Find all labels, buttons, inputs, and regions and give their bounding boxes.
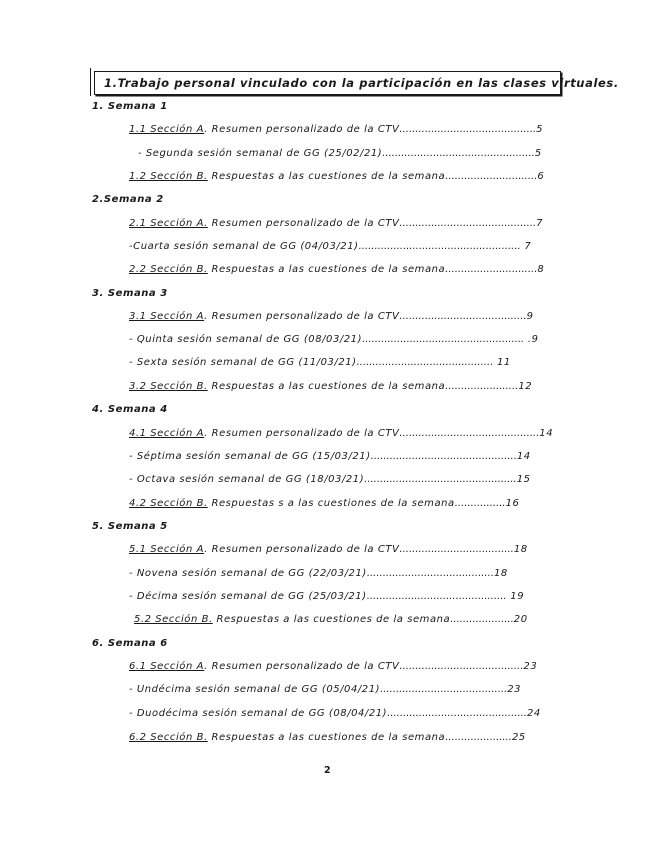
toc-page: 18 — [513, 544, 528, 555]
toc-entry[interactable] — [129, 241, 531, 253]
toc-dots: ........................................... — [356, 357, 494, 368]
section-title: 1.Trabajo personal vinculado con la participación en las clases virtuales. — [104, 76, 619, 90]
toc-dots: ................ — [454, 498, 506, 509]
toc-entry[interactable] — [129, 708, 541, 720]
toc-dots: ................................................... — [362, 334, 525, 345]
toc-dots: ............................................ — [366, 591, 507, 602]
toc-entry[interactable] — [129, 591, 525, 603]
toc-page: 5 — [534, 148, 542, 159]
toc-dots: ..................... — [445, 732, 512, 743]
toc-dots: ............................................ — [399, 428, 540, 439]
toc-link[interactable]: 2.2 Sección B. — [129, 264, 208, 275]
toc-page: 14 — [516, 451, 531, 462]
toc-entry[interactable] — [129, 732, 527, 744]
toc-text: - Segunda sesión semanal de GG (25/02/21) — [138, 148, 383, 159]
toc-dots: ................................................... — [358, 241, 521, 252]
toc-page: 24 — [527, 708, 541, 719]
toc-page: 7 — [536, 218, 544, 229]
toc-dots: ........................................ — [366, 568, 494, 579]
toc-entry[interactable] — [129, 544, 529, 556]
week-heading-6: 6. Semana 6 — [92, 638, 168, 649]
toc-text: Respuestas a las cuestiones de la semana — [207, 171, 446, 182]
toc-text: Respuestas a las cuestiones de la semana — [207, 264, 446, 275]
toc-page: 16 — [505, 498, 520, 509]
toc-text: . Resumen personalizado de la CTV — [204, 124, 400, 135]
toc-link[interactable]: 3.1 Sección A — [129, 311, 205, 322]
toc-text: - Duodécima sesión semanal de GG (08/04/21) — [129, 708, 388, 719]
week-heading-3: 3. Semana 3 — [92, 288, 168, 299]
toc-entry[interactable] — [129, 264, 544, 276]
toc-dots: .................... — [450, 614, 514, 625]
toc-page: 18 — [493, 568, 508, 579]
toc-entry[interactable] — [129, 218, 544, 230]
week-heading-1: 1. Semana 1 — [92, 101, 168, 112]
toc-dots: ........................................... — [399, 124, 537, 135]
toc-page: 14 — [539, 428, 554, 439]
toc-entry[interactable] — [129, 684, 521, 696]
toc-dots: ............................................ — [387, 708, 528, 719]
toc-text: - Quinta sesión semanal de GG (08/03/21) — [129, 334, 363, 345]
toc-text: Respuestas a las cuestiones de la semana — [207, 732, 446, 743]
toc-text: . Resumen personalizado de la CTV — [204, 311, 400, 322]
toc-dots: ........................................ — [399, 311, 527, 322]
toc-page: 25 — [511, 732, 526, 743]
toc-entry[interactable] — [129, 451, 531, 463]
toc-text: Respuestas s a las cuestiones de la semana — [207, 498, 455, 509]
toc-dots: ........................................... — [399, 218, 537, 229]
toc-entry[interactable] — [129, 381, 534, 393]
toc-link[interactable]: 1.1 Sección A — [129, 124, 205, 135]
toc-page: 7 — [520, 241, 531, 252]
toc-text: . Resumen personalizado de la CTV — [204, 661, 400, 672]
toc-dots: ........................................ — [380, 684, 508, 695]
page-number: 2 — [324, 765, 331, 776]
toc-text: . Resumen personalizado de la CTV — [204, 428, 400, 439]
toc-dots: .............................................. — [370, 451, 517, 462]
toc-entry[interactable] — [129, 474, 533, 486]
toc-entry[interactable] — [129, 124, 544, 136]
toc-entry[interactable] — [129, 334, 544, 346]
toc-page: .9 — [524, 334, 539, 345]
toc-link[interactable]: 1.2 Sección B. — [129, 171, 208, 182]
toc-dots: ............................. — [445, 171, 538, 182]
toc-page: 6 — [537, 171, 544, 182]
toc-entry[interactable] — [138, 148, 544, 160]
toc-text: - Décima sesión semanal de GG (25/03/21) — [129, 591, 367, 602]
toc-link[interactable]: 4.2 Sección B. — [129, 498, 208, 509]
toc-link[interactable]: 6.1 Sección A — [129, 661, 205, 672]
toc-page: 23 — [507, 684, 521, 695]
toc-link[interactable]: 3.2 Sección B. — [129, 381, 208, 392]
toc-entry[interactable] — [129, 568, 509, 580]
week-heading-5: 5. Semana 5 — [92, 521, 168, 532]
toc-entry[interactable] — [129, 311, 535, 323]
toc-link[interactable]: 5.1 Sección A — [129, 544, 205, 555]
toc-page: 8 — [537, 264, 544, 275]
toc-entry[interactable] — [129, 171, 544, 183]
toc-link[interactable]: 2.1 Sección A. — [129, 218, 208, 229]
toc-dots: ....................................... — [399, 661, 524, 672]
toc-text: - Séptima sesión semanal de GG (15/03/21) — [129, 451, 371, 462]
toc-text: - Undécima sesión semanal de GG (05/04/21) — [129, 684, 381, 695]
toc-dots: ............................. — [445, 264, 538, 275]
toc-text: -Cuarta sesión semanal de GG (04/03/21) — [129, 241, 359, 252]
toc-page: 12 — [518, 381, 533, 392]
toc-page: 19 — [506, 591, 525, 602]
toc-page: 23 — [523, 661, 538, 672]
toc-link[interactable]: 5.2 Sección B. — [134, 614, 213, 625]
toc-dots: ....................... — [445, 381, 519, 392]
toc-entry[interactable] — [129, 428, 555, 440]
toc-text: - Octava sesión semanal de GG (18/03/21) — [129, 474, 365, 485]
week-heading-2: 2.Semana 2 — [92, 194, 164, 205]
toc-dots: ................................................ — [382, 148, 535, 159]
toc-dots: ................................................ — [364, 474, 517, 485]
toc-text: Respuestas a las cuestiones de la semana — [207, 381, 446, 392]
toc-entry[interactable] — [129, 498, 520, 510]
toc-link[interactable]: 4.1 Sección A — [129, 428, 205, 439]
toc-entry[interactable] — [129, 661, 539, 673]
toc-text: . Resumen personalizado de la CTV — [204, 544, 400, 555]
toc-page: 11 — [493, 357, 511, 368]
toc-page: 20 — [513, 614, 528, 625]
toc-page: 15 — [516, 474, 531, 485]
section-title-box — [94, 71, 619, 95]
toc-page: 9 — [526, 311, 534, 322]
toc-text: - Sexta sesión semanal de GG (11/03/21) — [129, 357, 357, 368]
week-heading-4: 4. Semana 4 — [92, 404, 168, 415]
toc-text: Respuestas a las cuestiones de la semana — [212, 614, 451, 625]
toc-text: Resumen personalizado de la CTV — [207, 218, 400, 229]
toc-link[interactable]: 6.2 Sección B. — [129, 732, 208, 743]
toc-entry[interactable] — [134, 614, 530, 626]
toc-text: - Novena sesión semanal de GG (22/03/21) — [129, 568, 367, 579]
toc-entry[interactable] — [129, 357, 513, 369]
toc-page: 5 — [536, 124, 544, 135]
toc-dots: .................................... — [399, 544, 514, 555]
